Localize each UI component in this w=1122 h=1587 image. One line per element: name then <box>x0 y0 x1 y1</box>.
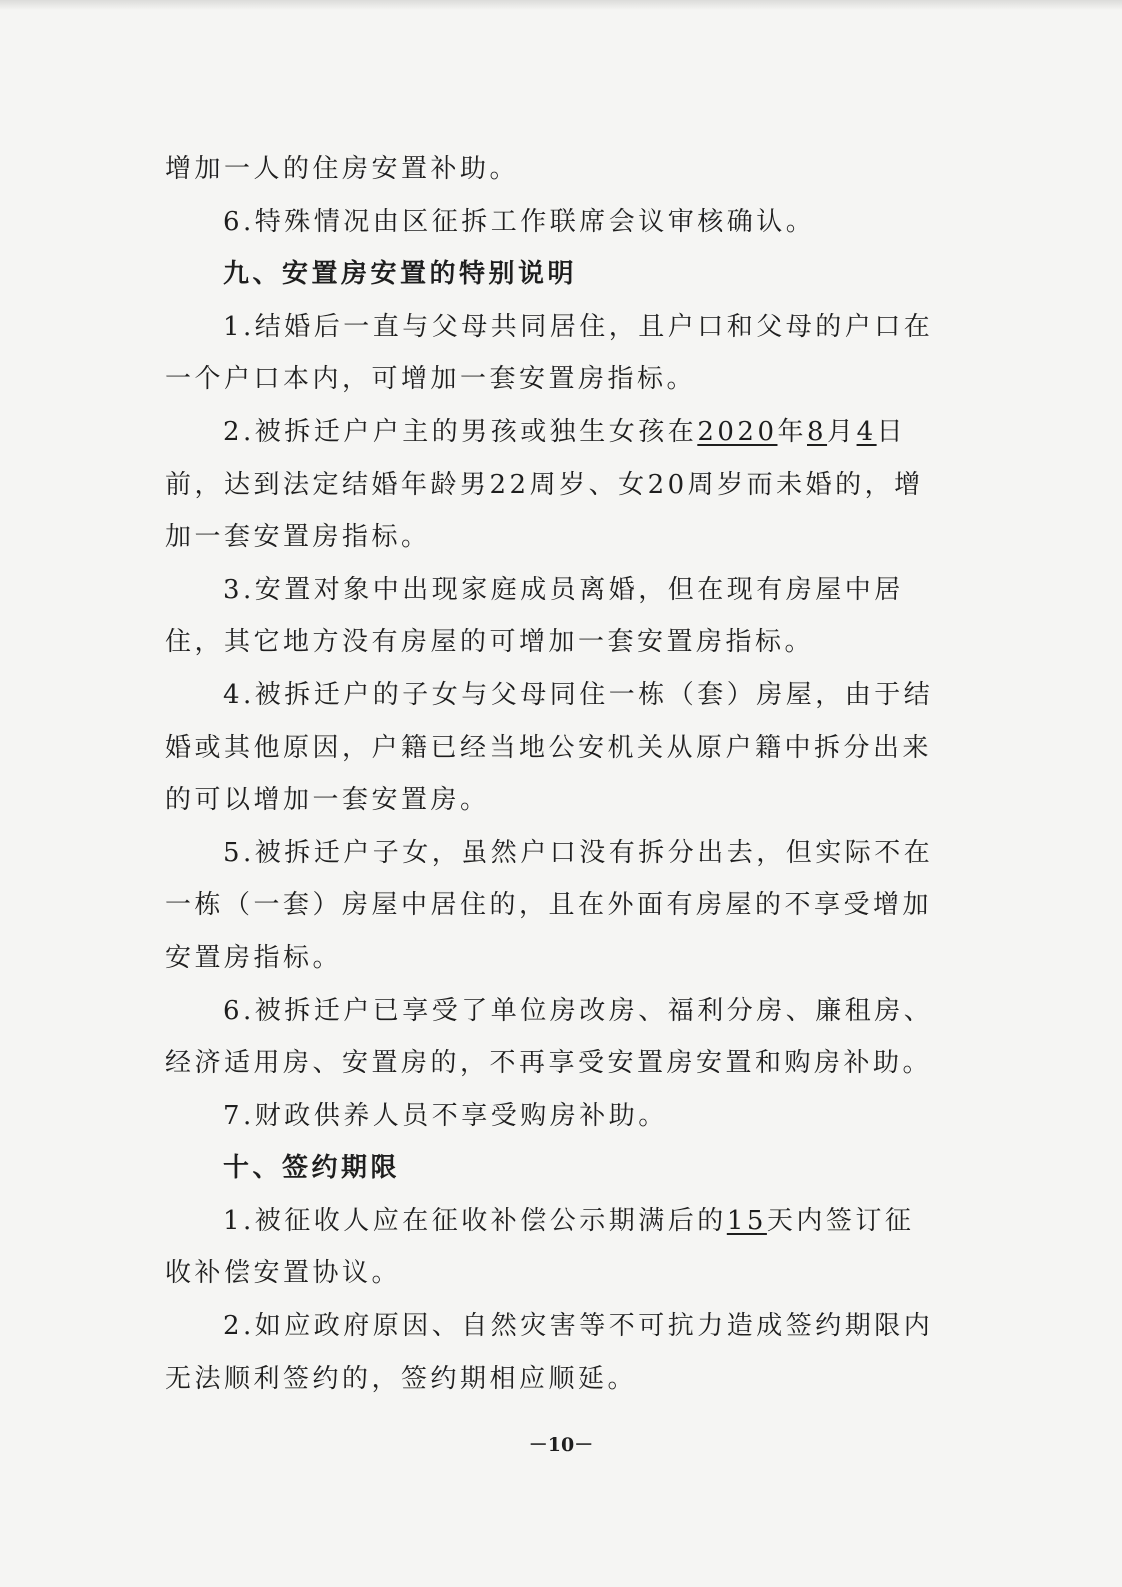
text-line: 的可以增加一套安置房。 <box>165 785 490 816</box>
text-segment: 2.被拆迁户户主的男孩或独生女孩在 <box>223 416 698 447</box>
scan-edge <box>0 0 1122 10</box>
text-line: 住，其它地方没有房屋的可增加一套安置房指标。 <box>165 627 815 658</box>
text-line: 增加一人的住房安置补助。 <box>165 154 520 184</box>
text-segment: 年 <box>777 416 807 447</box>
section-heading: 九、安置房安置的特别说明 <box>223 259 578 290</box>
text-line <box>165 406 945 459</box>
text-line: 一栋（一套）房屋中居住的，且在外面有房屋的不享受增加 <box>165 890 933 921</box>
text-line: 6.特殊情况由区征拆工作联席会议审核确认。 <box>223 206 816 237</box>
text-line: 安置房指标。 <box>165 942 343 973</box>
text-line: 1.结婚后一直与父母共同居住，且户口和父母的户口在 <box>223 311 934 342</box>
text-line: 无法顺利签约的，签约期相应顺延。 <box>165 1363 638 1394</box>
text-line: 一个户口本内，可增加一套安置房指标。 <box>165 364 697 395</box>
text-segment: 月 <box>827 416 857 447</box>
text-line: 5.被拆迁户子女，虽然户口没有拆分出去，但实际不在 <box>223 837 934 868</box>
text-line: 加一套安置房指标。 <box>165 522 431 553</box>
section-heading: 十、签约期限 <box>223 1153 401 1184</box>
text-segment: 日 <box>876 416 907 447</box>
text-line: 婚或其他原因，户籍已经当地公安机关从原户籍中拆分出来 <box>165 732 933 763</box>
text-line: 经济适用房、安置房的，不再享受安置房安置和购房补助。 <box>165 1048 933 1079</box>
text-line: 2.如应政府原因、自然灾害等不可抗力造成签约期限内 <box>223 1311 934 1342</box>
text-line <box>165 1195 945 1248</box>
text-line: 6.被拆迁户已享受了单位房改房、福利分房、廉租房、 <box>223 995 934 1026</box>
text-line: 4.被拆迁户的子女与父母同住一栋（套）房屋，由于结 <box>223 679 934 710</box>
text-line: 收补偿安置协议。 <box>165 1258 402 1289</box>
text-segment: 1.被征收人应在征收补偿公示期满后的 <box>223 1205 727 1236</box>
page-number: －10－ <box>528 1434 594 1456</box>
text-line: 7.财政供养人员不享受购房补助。 <box>223 1100 668 1131</box>
text-line: 前，达到法定结婚年龄男22周岁、女20周岁而未婚的，增 <box>165 469 924 500</box>
document-body <box>165 143 945 1405</box>
underlined-month: 8 <box>807 416 828 447</box>
underlined-days: 15 <box>726 1205 767 1236</box>
underlined-year: 2020 <box>697 416 778 447</box>
underlined-day: 4 <box>856 416 877 447</box>
text-segment: 天内签订征 <box>766 1205 915 1236</box>
text-line: 3.安置对象中出现家庭成员离婚，但在现有房屋中居 <box>223 574 904 605</box>
